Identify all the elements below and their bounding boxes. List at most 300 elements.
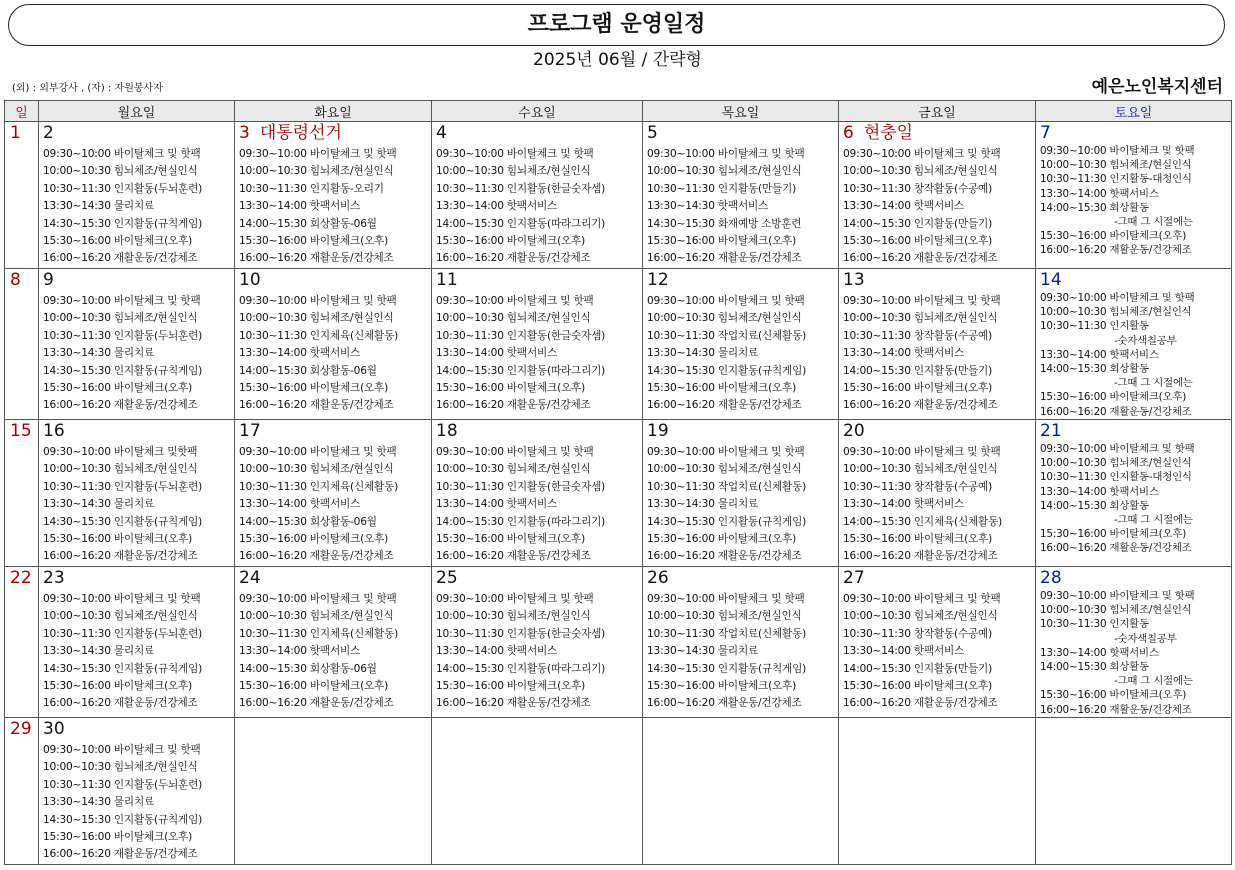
program-item: 10:30~11:30 작업치료(신체활동) (647, 627, 807, 640)
program-item: 16:00~16:20 재활운동/건강체조 (647, 550, 802, 563)
day-number-text: 5 (647, 123, 658, 143)
program-list (839, 442, 1035, 566)
day-number (1036, 567, 1231, 589)
program-item: 15:30~16:00 바이탈체크(오후) (436, 235, 586, 248)
program-item: 10:30~11:30 인지활동 (1040, 618, 1149, 631)
program-item: 16:00~16:20 재활운동/건강체조 (43, 252, 198, 265)
holiday-label: 대통령선거 (259, 123, 342, 143)
day-number (643, 122, 838, 144)
program-item: 14:00~15:30 회상활동 (1040, 661, 1149, 673)
program-item: 09:30~10:00 바이탈체크 및 핫팩 (43, 592, 201, 605)
program-item: 13:30~14:00 핫팩서비스 (1040, 348, 1159, 361)
day-number (643, 269, 838, 291)
page-subtitle: 2025년 06월 / 간략형 (533, 50, 702, 70)
program-list (432, 442, 642, 566)
program-item: 16:00~16:20 재활운동/건강체조 (647, 399, 802, 412)
calendar-table (4, 100, 1232, 865)
program-item: 16:00~16:20 재활운동/건강체조 (43, 399, 198, 412)
program-item: 15:30~16:00 바이탈체크(오후) (239, 382, 389, 395)
sunday-cell (5, 122, 39, 269)
program-item: 10:30~11:30 창작활동(수공예) (843, 480, 993, 493)
program-item: 16:00~16:20 재활운동/건강체조 (43, 848, 198, 861)
program-item: 16:00~16:20 재활운동/건강체조 (239, 697, 394, 710)
program-item: 09:30~10:00 바이탈체크 및 핫팩 (1040, 442, 1195, 455)
program-item: 09:30~10:00 바이탈체크 및 핫팩 (239, 592, 397, 605)
program-item: 13:30~14:00 핫팩서비스 (239, 200, 361, 213)
program-item: 10:00~10:30 힘뇌체조/현실인식 (647, 312, 802, 325)
program-item: 10:30~11:30 인지활동-오리기 (239, 182, 384, 195)
weekday-header: 금요일 (839, 101, 1036, 122)
program-item: 15:30~16:00 바이탈체크(오후) (436, 533, 586, 546)
program-list (839, 718, 1035, 720)
day-number (235, 567, 431, 589)
program-item: 10:00~10:30 힘뇌체조/현실인식 (1040, 457, 1192, 470)
weekday-header-row (5, 101, 1232, 122)
day-number (643, 567, 838, 589)
day-number-text: 12 (647, 270, 669, 290)
program-item: 10:00~10:30 힘뇌체조/현실인식 (436, 165, 591, 178)
program-list (432, 144, 642, 268)
program-list (39, 442, 234, 566)
day-number (39, 122, 234, 144)
day-cell (839, 122, 1036, 269)
program-item: 15:30~16:00 바이탈체크(오후) (1040, 689, 1187, 702)
program-list (235, 718, 431, 720)
program-item: 16:00~16:20 재활운동/건강체조 (43, 550, 198, 563)
program-item: 14:00~15:30 회상활동-06월 (239, 515, 377, 528)
day-number-text: 3 (239, 123, 250, 143)
program-item: 16:00~16:20 재활운동/건강체조 (647, 252, 802, 265)
program-item: 14:00~15:30 인지활동(따라그리기) (436, 217, 606, 230)
program-item: 10:00~10:30 힘뇌체조/현실인식 (436, 312, 591, 325)
day-number-text: 17 (239, 420, 261, 441)
program-item: 15:30~16:00 바이탈체크(오후) (647, 533, 797, 546)
day-cell (839, 717, 1036, 864)
program-item: 09:30~10:00 바이탈체크 및 핫팩 (436, 592, 594, 605)
saturday-cell (1036, 566, 1232, 717)
program-item: 09:30~10:00 바이탈체크 및 핫팩 (647, 148, 805, 160)
program-item: 09:30~10:00 바이탈체크 및 핫팩 (647, 445, 805, 458)
program-item: 13:30~14:00 핫팩서비스 (239, 498, 361, 511)
program-item: 09:30~10:00 바이탈체크 및 핫팩 (1040, 292, 1195, 304)
program-item: 15:30~16:00 바이탈체크(오후) (43, 533, 193, 546)
day-number: 1 (10, 123, 21, 143)
program-list (643, 442, 838, 566)
day-cell (39, 269, 235, 420)
day-number-text: 18 (436, 420, 458, 441)
day-number-text: 23 (43, 567, 65, 588)
program-item: 10:30~11:30 인지체육(신체활동) (239, 480, 399, 493)
program-item: 10:00~10:30 힘뇌체조/현실인식 (239, 165, 394, 178)
program-item: 13:30~14:30 물리치료 (43, 645, 155, 658)
program-item: 14:30~15:30 인지활동(규칙게임) (43, 515, 203, 528)
program-item: 10:30~11:30 인지활동 (1040, 320, 1149, 333)
program-item: 10:30~11:30 인지활동(두뇌훈련) (43, 778, 203, 791)
program-item: 10:00~10:30 힘뇌체조/현실인식 (647, 463, 802, 476)
program-item: 14:30~15:30 인지활동(규칙게임) (647, 364, 807, 377)
program-item: 09:30~10:00 바이탈체크 및 핫팩 (1040, 145, 1195, 157)
program-item: 15:30~16:00 바이탈체크(오후) (436, 680, 586, 693)
program-item: 10:00~10:30 힘뇌체조/현실인식 (1040, 306, 1192, 319)
program-item: 10:00~10:30 힘뇌체조/현실인식 (843, 610, 998, 623)
program-item: 09:30~10:00 바이탈체크 및 핫팩 (43, 295, 201, 307)
week-row (5, 419, 1232, 566)
weekday-header: 목요일 (643, 101, 839, 122)
day-number (39, 269, 234, 291)
day-cell (432, 122, 643, 269)
program-item: 14:00~15:30 인지활동(만들기) (843, 662, 993, 675)
day-number (839, 122, 1035, 144)
sunday-cell (5, 269, 39, 420)
program-item: 10:00~10:30 힘뇌체조/현실인식 (647, 610, 802, 623)
program-item: 16:00~16:20 재활운동/건강체조 (1040, 703, 1192, 716)
program-list (1036, 144, 1231, 258)
program-list (1036, 589, 1231, 717)
week-row (5, 566, 1232, 717)
program-item: 14:00~15:30 인지활동(만들기) (843, 364, 993, 377)
day-number-text: 26 (647, 567, 669, 588)
program-list (235, 144, 431, 268)
program-item: 10:00~10:30 힘뇌체조/현실인식 (239, 610, 394, 623)
day-number (235, 420, 431, 442)
day-number (839, 567, 1035, 589)
program-item: 13:30~14:30 물리치료 (43, 796, 155, 809)
program-item: 10:30~11:30 인지활동(두뇌훈련) (43, 480, 203, 493)
program-item: 09:30~10:00 바이탈체크 및 핫팩 (239, 148, 397, 160)
program-item: 14:30~15:30 인지활동(규칙게임) (43, 217, 203, 230)
program-item: 09:30~10:00 바이탈체크 및 핫팩 (843, 148, 1001, 160)
program-item: 14:00~15:30 회상활동 (1040, 201, 1149, 214)
day-number-text: 7 (1040, 123, 1051, 143)
program-item: 13:30~14:00 핫팩서비스 (436, 645, 558, 658)
program-item: 13:30~14:30 물리치료 (647, 498, 759, 511)
day-number-text: 24 (239, 567, 261, 588)
program-item: 16:00~16:20 재활운동/건강체조 (1040, 244, 1192, 257)
day-number (39, 567, 234, 589)
program-item: 13:30~14:00 핫팩서비스 (843, 200, 965, 213)
day-number-text: 19 (647, 420, 669, 441)
program-item: -그때 그 시절에는 (1114, 216, 1193, 229)
program-list (643, 291, 838, 415)
day-cell (39, 717, 235, 864)
weekday-header: 일 (5, 101, 39, 122)
program-item: 15:30~16:00 바이탈체크(오후) (843, 235, 993, 248)
program-item: 13:30~14:00 핫팩서비스 (436, 498, 558, 511)
program-item: 10:30~11:30 인지활동(만들기) (647, 182, 797, 195)
day-cell (235, 419, 432, 566)
day-cell (39, 566, 235, 717)
day-number: 15 (10, 420, 32, 441)
day-cell (643, 122, 839, 269)
program-item: 16:00~16:20 재활운동/건강체조 (239, 252, 394, 265)
program-list (839, 144, 1035, 268)
program-item: 13:30~14:00 핫팩서비스 (1040, 187, 1159, 200)
program-item: -그때 그 시절에는 (1114, 514, 1193, 526)
program-item: 10:00~10:30 힘뇌체조/현실인식 (43, 312, 198, 325)
day-cell (432, 269, 643, 420)
program-item: 09:30~10:00 바이탈체크 및 핫팩 (843, 295, 1001, 307)
program-item: 15:30~16:00 바이탈체크(오후) (239, 235, 389, 248)
program-item: 13:30~14:00 핫팩서비스 (843, 347, 965, 360)
program-item: 09:30~10:00 바이탈체크 및 핫팩 (1040, 589, 1195, 602)
program-item: 14:00~15:30 회상활동-06월 (239, 364, 377, 377)
day-number (839, 269, 1035, 291)
program-item: 15:30~16:00 바이탈체크(오후) (43, 680, 193, 693)
week-row (5, 717, 1232, 864)
program-list (432, 291, 642, 415)
program-item: 10:30~11:30 인지활동(한글숫자셈) (436, 480, 606, 493)
program-item: 10:00~10:30 힘뇌체조/현실인식 (43, 463, 198, 476)
day-cell (235, 717, 432, 864)
program-item: 16:00~16:20 재활운동/건강체조 (239, 550, 394, 563)
sunday-cell (5, 717, 39, 864)
program-list (839, 291, 1035, 415)
program-item: 09:30~10:00 바이탈체크 및 핫팩 (647, 295, 805, 307)
program-item: 16:00~16:20 재활운동/건강체조 (436, 399, 591, 412)
sunday-cell (5, 566, 39, 717)
program-item: 09:30~10:00 바이탈체크 및 핫팩 (843, 592, 1001, 605)
program-list (839, 589, 1035, 713)
program-item: 10:30~11:30 창작활동(수공예) (843, 182, 993, 195)
program-list (235, 442, 431, 566)
program-item: 15:30~16:00 바이탈체크(오후) (43, 235, 193, 248)
program-item: 10:00~10:30 힘뇌체조/현실인식 (843, 312, 998, 325)
program-list (1036, 442, 1231, 556)
program-item: 13:30~14:00 핫팩서비스 (843, 498, 965, 511)
day-number (432, 420, 642, 442)
program-item: 16:00~16:20 재활운동/건강체조 (1040, 542, 1192, 555)
program-item: 14:00~15:30 회상활동-06월 (239, 662, 377, 675)
program-item: 14:00~15:30 회상활동 (1040, 363, 1149, 376)
day-number: 29 (10, 718, 32, 739)
program-list (235, 589, 431, 713)
program-item: 15:30~16:00 바이탈체크(오후) (647, 382, 797, 395)
day-number-text: 30 (43, 718, 65, 739)
program-item: 10:00~10:30 힘뇌체조/현실인식 (43, 610, 198, 623)
program-item: 15:30~16:00 바이탈체크(오후) (239, 680, 389, 693)
program-list (39, 144, 234, 268)
program-item: 13:30~14:00 핫팩서비스 (843, 645, 965, 658)
program-item: 13:30~14:30 물리치료 (43, 498, 155, 511)
program-list (432, 589, 642, 713)
day-number (235, 122, 431, 144)
saturday-cell (1036, 269, 1232, 420)
legend: (외) : 외부강사 , (자) : 자원봉사자 (12, 83, 163, 94)
program-item: 15:30~16:00 바이탈체크(오후) (843, 533, 993, 546)
program-item: 09:30~10:00 바이탈체크 및 핫팩 (239, 295, 397, 307)
program-item: 14:00~15:30 인지체육(신체활동) (843, 515, 1003, 528)
day-number (1036, 420, 1231, 442)
program-item: 10:30~11:30 인지체육(신체활동) (239, 329, 399, 342)
program-item: 15:30~16:00 바이탈체크(오후) (239, 533, 389, 546)
program-list (1036, 291, 1231, 419)
day-cell (839, 419, 1036, 566)
program-item: 10:00~10:30 힘뇌체조/현실인식 (843, 165, 998, 178)
program-item: 10:30~11:30 창작활동(수공예) (843, 329, 993, 342)
week-row (5, 122, 1232, 269)
day-cell (432, 419, 643, 566)
program-item: 13:30~14:30 핫팩서비스 (647, 200, 769, 213)
program-item: 15:30~16:00 바이탈체크(오후) (1040, 391, 1187, 404)
program-item: 09:30~10:00 바이탈체크 및 핫팩 (843, 445, 1001, 458)
program-item: 10:30~11:30 인지활동(두뇌훈련) (43, 627, 203, 640)
day-number-text: 25 (436, 567, 458, 588)
program-item: 14:00~15:30 인지활동(따라그리기) (436, 515, 606, 528)
day-number: 22 (10, 567, 32, 588)
saturday-cell (1036, 419, 1232, 566)
program-item: 15:30~16:00 바이탈체크(오후) (843, 382, 993, 395)
day-number-text: 21 (1040, 420, 1062, 441)
program-item: 14:30~15:30 인지활동(규칙게임) (43, 813, 203, 826)
program-item: 10:00~10:30 힘뇌체조/현실인식 (43, 761, 198, 774)
day-number (235, 269, 431, 291)
day-cell (643, 717, 839, 864)
program-item: 10:30~11:30 인지활동-대청인식 (1040, 471, 1192, 484)
page-title: 프로그램 운영일정 (8, 4, 1225, 46)
center-name: 예은노인복지센터 (1091, 77, 1223, 97)
day-cell (643, 269, 839, 420)
program-item: 16:00~16:20 재활운동/건강체조 (436, 550, 591, 563)
day-number-text: 4 (436, 123, 447, 143)
day-cell (39, 419, 235, 566)
program-item: 09:30~10:00 바이탈체크 및 핫팩 (436, 295, 594, 307)
program-item: -그때 그 시절에는 (1114, 675, 1193, 688)
day-number-text: 16 (43, 420, 65, 441)
program-item: 10:30~11:30 인지활동-대청인식 (1040, 173, 1192, 186)
program-item: 10:00~10:30 힘뇌체조/현실인식 (436, 610, 591, 623)
day-number-text: 6 (843, 123, 854, 143)
program-item: 10:00~10:30 힘뇌체조/현실인식 (239, 312, 394, 325)
program-item: 16:00~16:20 재활운동/건강체조 (647, 697, 802, 710)
day-number-text: 27 (843, 567, 865, 588)
saturday-cell (1036, 122, 1232, 269)
day-number-text: 9 (43, 270, 54, 290)
program-item: 14:30~15:30 인지활동(규칙게임) (647, 662, 807, 675)
program-item: 10:30~11:30 작업치료(신체활동) (647, 480, 807, 493)
day-number-text: 13 (843, 270, 865, 290)
program-item: 15:30~16:00 바이탈체크(오후) (647, 235, 797, 248)
program-item: 14:00~15:30 회상활동-06월 (239, 217, 377, 230)
program-list (39, 589, 234, 713)
program-item: 16:00~16:20 재활운동/건강체조 (43, 697, 198, 710)
day-cell (39, 122, 235, 269)
saturday-cell (1036, 717, 1232, 864)
program-item: 10:30~11:30 작업치료(신체활동) (647, 329, 807, 342)
program-item: 13:30~14:00 핫팩서비스 (436, 347, 558, 360)
program-item: 16:00~16:20 재활운동/건강체조 (436, 252, 591, 265)
program-item: 13:30~14:00 핫팩서비스 (239, 347, 361, 360)
program-item: 09:30~10:00 바이탈체크 및 핫팩 (436, 445, 594, 458)
day-number: 8 (10, 270, 21, 290)
program-item: 14:00~15:30 회상활동 (1040, 499, 1149, 512)
program-item: 13:30~14:30 물리치료 (647, 645, 759, 658)
program-item: 10:30~11:30 인지활동(한글숫자셈) (436, 627, 606, 640)
program-list (643, 144, 838, 268)
program-item: 13:30~14:30 물리치료 (647, 347, 759, 360)
weekday-header: 수요일 (432, 101, 643, 122)
program-item: 10:00~10:30 힘뇌체조/현실인식 (843, 463, 998, 476)
program-item: 14:00~15:30 인지활동(따라그리기) (436, 364, 606, 377)
day-number (1036, 122, 1231, 144)
program-item: 15:30~16:00 바이탈체크(오후) (843, 680, 993, 693)
program-item: 16:00~16:20 재활운동/건강체조 (436, 697, 591, 710)
program-item: 10:00~10:30 힘뇌체조/현실인식 (1040, 159, 1192, 172)
program-item: 16:00~16:20 재활운동/건강체조 (1040, 405, 1192, 418)
program-list (39, 291, 234, 415)
day-number (432, 567, 642, 589)
day-number (839, 420, 1035, 442)
program-item: 10:00~10:30 힘뇌체조/현실인식 (436, 463, 591, 476)
program-item: 16:00~16:20 재활운동/건강체조 (843, 697, 998, 710)
program-list (643, 589, 838, 713)
holiday-label: 현충일 (863, 123, 914, 143)
day-number-text: 14 (1040, 270, 1062, 290)
program-item: 14:30~15:30 인지활동(규칙게임) (43, 662, 203, 675)
program-item: 15:30~16:00 바이탈체크(오후) (1040, 230, 1187, 243)
day-cell (839, 269, 1036, 420)
program-item: 16:00~16:20 재활운동/건강체조 (239, 399, 394, 412)
program-item: 09:30~10:00 바이탈체크 및 핫팩 (239, 445, 397, 458)
day-cell (235, 122, 432, 269)
day-number-text: 2 (43, 123, 54, 143)
program-item: 14:00~15:30 인지활동(만들기) (843, 217, 993, 230)
day-number (1036, 269, 1231, 291)
program-item: 10:30~11:30 인지활동(한글숫자셈) (436, 329, 606, 342)
program-item: -그때 그 시절에는 (1114, 377, 1193, 390)
program-item: -숫자색칠공부 (1114, 334, 1177, 347)
program-item: 16:00~16:20 재활운동/건강체조 (843, 399, 998, 412)
program-item: 09:30~10:00 바이탈체크 및 핫팩 (43, 148, 201, 160)
day-cell (432, 717, 643, 864)
program-item: 09:30~10:00 바이탈체크 및 핫팩 (436, 148, 594, 160)
program-item: 10:00~10:30 힘뇌체조/현실인식 (239, 463, 394, 476)
day-cell (643, 566, 839, 717)
day-number-text: 20 (843, 420, 865, 441)
program-item: 14:30~15:30 화재예방 소방훈련 (647, 217, 802, 230)
program-item: 14:30~15:30 인지활동(규칙게임) (43, 364, 203, 377)
program-item: 15:30~16:00 바이탈체크(오후) (43, 382, 193, 395)
sunday-cell (5, 419, 39, 566)
program-list (432, 718, 642, 720)
week-row (5, 269, 1232, 420)
program-item: 10:00~10:30 힘뇌체조/현실인식 (647, 165, 802, 178)
program-item: 16:00~16:20 재활운동/건강체조 (843, 252, 998, 265)
program-item: 13:30~14:30 물리치료 (43, 347, 155, 360)
program-item: 13:30~14:30 물리치료 (43, 200, 155, 213)
program-item: 13:30~14:00 핫팩서비스 (436, 200, 558, 213)
day-cell (235, 269, 432, 420)
weekday-header: 화요일 (235, 101, 432, 122)
weekday-header: 토요일 (1036, 101, 1232, 122)
weekday-header: 월요일 (39, 101, 235, 122)
program-item: 14:30~15:30 인지활동(규칙게임) (647, 515, 807, 528)
day-cell (432, 566, 643, 717)
program-list (39, 740, 234, 864)
day-cell (643, 419, 839, 566)
day-number-text: 28 (1040, 567, 1062, 588)
program-item: 14:00~15:30 인지활동(따라그리기) (436, 662, 606, 675)
program-item: 13:30~14:00 핫팩서비스 (1040, 485, 1159, 498)
program-item: 10:30~11:30 인지활동(두뇌훈련) (43, 182, 203, 195)
program-item: 10:00~10:30 힘뇌체조/현실인식 (43, 165, 198, 178)
day-number (432, 269, 642, 291)
program-item: 15:30~16:00 바이탈체크(오후) (1040, 528, 1187, 541)
program-list (235, 291, 431, 415)
program-item: 09:30~10:00 바이탈체크 및 핫팩 (647, 592, 805, 605)
program-item: -숫자색칠공부 (1114, 632, 1177, 645)
program-item: 09:30~10:00 바이탈체크 및핫팩 (43, 445, 198, 458)
day-number-text: 10 (239, 270, 261, 290)
